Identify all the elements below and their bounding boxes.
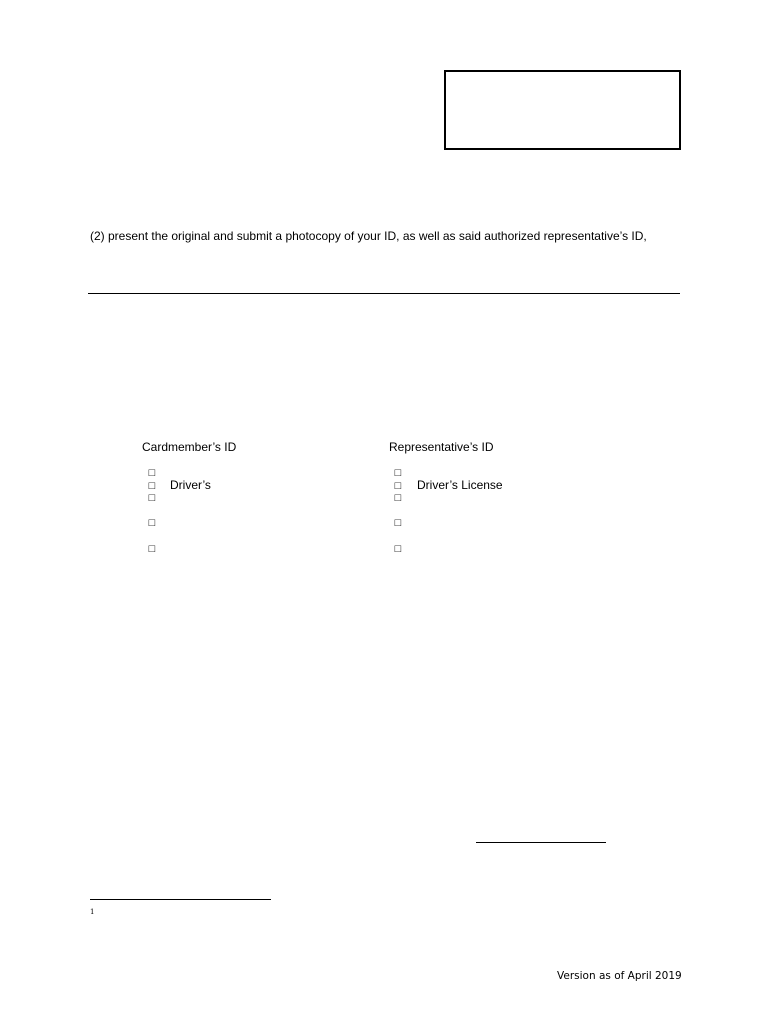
representative-id-checkbox-3[interactable]: □ — [394, 492, 402, 504]
cardmember-id-checkbox-1[interactable]: □ — [148, 467, 156, 479]
representative-id-checkbox-5[interactable]: □ — [394, 543, 402, 555]
cardmember-id-checkbox-5[interactable]: □ — [148, 543, 156, 555]
representative-id-checkbox-drivers[interactable]: □ — [394, 480, 402, 492]
representative-id-checkbox-4[interactable]: □ — [394, 517, 402, 529]
representative-drivers-license-label: Driver’s License — [417, 478, 503, 492]
footnote-separator — [90, 899, 271, 900]
section-divider — [88, 293, 680, 294]
office-use-box — [444, 70, 681, 150]
instruction-text: (2) present the original and submit a photocopy of your ID, as well as said authorized representative’s ID, — [90, 229, 647, 243]
cardmember-id-checkbox-3[interactable]: □ — [148, 492, 156, 504]
cardmember-drivers-label: Driver’s — [170, 478, 211, 492]
signature-line[interactable] — [476, 842, 606, 843]
representative-id-heading: Representative’s ID — [389, 440, 494, 454]
footnote-marker: 1 — [90, 908, 95, 916]
representative-id-checkbox-1[interactable]: □ — [394, 467, 402, 479]
cardmember-id-heading: Cardmember’s ID — [142, 440, 237, 454]
cardmember-id-checkbox-4[interactable]: □ — [148, 517, 156, 529]
version-footer: Version as of April 2019 — [557, 970, 682, 982]
cardmember-id-checkbox-drivers[interactable]: □ — [148, 480, 156, 492]
